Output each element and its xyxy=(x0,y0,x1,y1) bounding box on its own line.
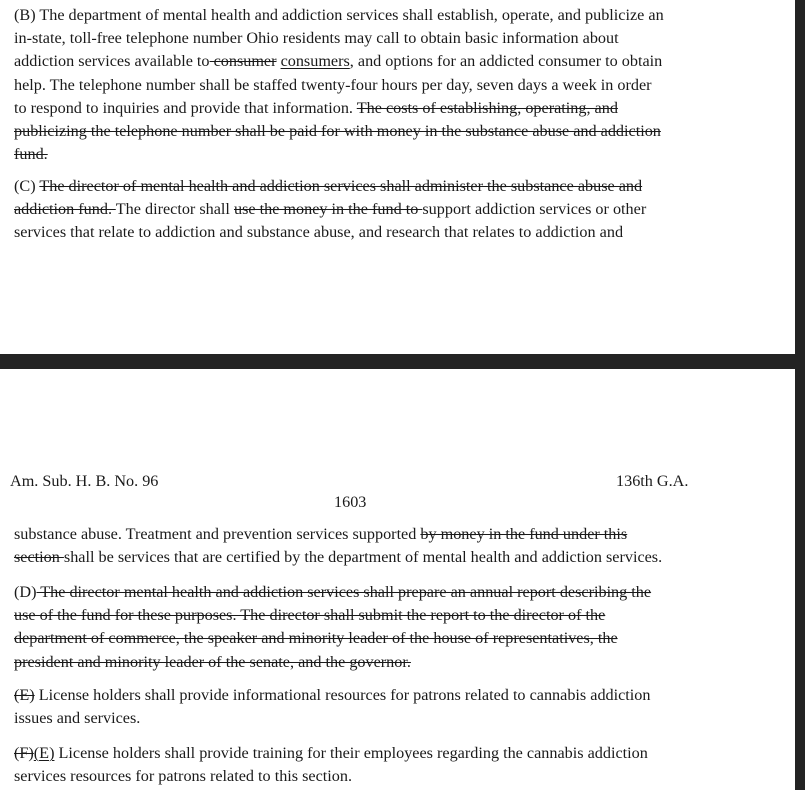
text-line xyxy=(14,221,704,244)
struck-text: president and minority leader of the senate, and the governor. xyxy=(14,652,411,671)
struck-text: section xyxy=(14,548,64,567)
struck-text: The costs of establishing, operating, and xyxy=(356,98,618,117)
text-line xyxy=(14,684,704,707)
struck-text: (F) xyxy=(14,744,34,762)
text-run: License holders shall provide training for their employees regarding the cannabis addiction xyxy=(54,744,648,762)
struck-text: addiction fund. xyxy=(14,200,116,219)
struck-text: (E) xyxy=(14,686,35,704)
text-run: (C) xyxy=(14,177,40,195)
text-run: services that relate to addiction and substance abuse, and research that relates to addiction and xyxy=(14,223,624,242)
text-run: in-state, toll-free telephone number Ohio residents may call to obtain basic information about xyxy=(14,29,619,48)
text-line xyxy=(14,707,704,730)
text-run: License holders shall provide informational resources for patrons related to cannabis addiction xyxy=(34,686,651,704)
page-separator xyxy=(0,354,805,369)
text-line xyxy=(14,74,704,97)
text-run: issues and services. xyxy=(14,709,141,728)
viewer-scrollbar-track[interactable] xyxy=(795,0,805,790)
text-line xyxy=(14,742,704,765)
text-line xyxy=(14,120,704,143)
paragraph-c-continued xyxy=(14,523,704,569)
struck-text: publicizing the telephone number shall be paid for with money in the substance abuse and addiction xyxy=(14,122,661,141)
inserted-text: consumers xyxy=(280,52,350,71)
text-line xyxy=(14,175,704,198)
paragraph-d xyxy=(14,581,704,674)
inserted-text: (E) xyxy=(33,744,55,762)
text-run: support addiction services or other xyxy=(422,200,647,219)
text-run: substance abuse. Treatment and prevention services supported xyxy=(14,525,421,543)
text-run: , and options for an addicted consumer to obtain xyxy=(349,52,663,71)
paragraph-b xyxy=(14,4,704,166)
struck-text: use of the fund for these purposes. The director shall submit the report to the director of the xyxy=(14,606,606,625)
paragraph-e xyxy=(14,684,704,730)
struck-text: The director of mental health and addiction services shall administer the substance abuse and xyxy=(39,177,643,195)
text-line xyxy=(14,581,704,604)
text-line xyxy=(14,523,704,546)
text-line xyxy=(14,546,704,569)
text-line xyxy=(14,198,704,221)
struck-text: department of commerce, the speaker and minority leader of the house of representatives, the xyxy=(14,629,618,648)
text-run: help. The telephone number shall be staffed twenty-four hours per day, seven days a week in order xyxy=(14,75,652,94)
text-run: The director shall xyxy=(115,200,234,219)
text-line xyxy=(14,97,704,120)
struck-text: The director mental health and addiction services shall prepare an annual report describing the xyxy=(36,583,652,601)
document-page-1 xyxy=(0,0,795,354)
text-line xyxy=(14,765,704,788)
text-run: services resources for patrons related to this section. xyxy=(14,767,353,786)
text-line xyxy=(14,4,704,27)
bill-number-header: Am. Sub. H. B. No. 96 xyxy=(10,472,159,490)
general-assembly-header: 136th G.A. xyxy=(616,472,689,490)
text-line xyxy=(14,651,704,674)
text-line xyxy=(14,27,704,50)
text-line xyxy=(14,50,704,73)
paragraph-f xyxy=(14,742,704,788)
text-run: to respond to inquiries and provide that information. xyxy=(14,98,357,117)
text-line xyxy=(14,627,704,650)
struck-text: fund. xyxy=(14,145,48,164)
text-run: (D) xyxy=(14,583,37,601)
text-line xyxy=(14,143,704,166)
text-line xyxy=(14,604,704,627)
text-run: (B) The department of mental health and addiction services shall establish, operate, and publicize an xyxy=(14,6,664,24)
struck-text: by money in the fund under this xyxy=(420,525,628,543)
text-run: shall be services that are certified by the department of mental health and addiction services. xyxy=(63,548,663,567)
struck-text: use the money in the fund to xyxy=(233,200,423,219)
page-number: 1603 xyxy=(334,493,367,511)
paragraph-c xyxy=(14,175,704,245)
struck-text: consumer xyxy=(209,52,277,71)
text-run: addiction services available to xyxy=(14,52,210,71)
